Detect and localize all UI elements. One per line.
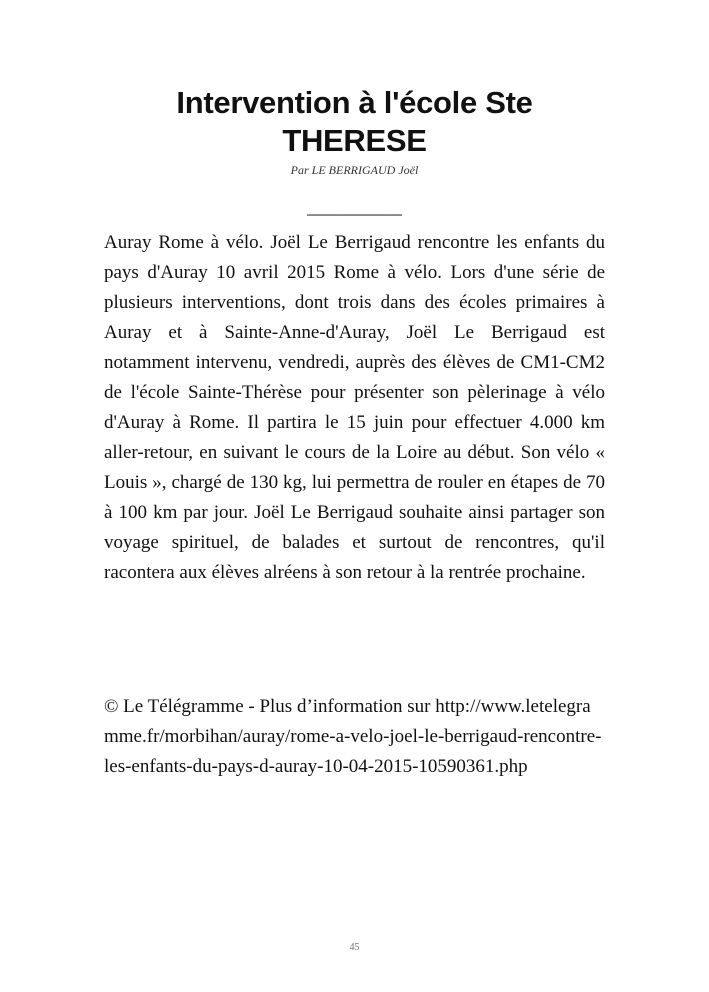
article-title-line-2: THERESE — [282, 123, 427, 158]
article-byline: Par LE BERRIGAUD Joël — [290, 163, 419, 177]
article-credit: © Le Télégramme - Plus d’information sur http://www.letelegramme.fr/morbihan/auray/rome-a-velo-joel-le-berrigaud-rencontre-les-enfants-du-pays-d-auray-10-04-2015-10590361.php — [104, 696, 602, 777]
page-number: 45 — [349, 942, 360, 953]
article-title-line-1: Intervention à l'école Ste — [176, 85, 533, 120]
title-separator: __________ — [307, 197, 402, 218]
article-body: Auray Rome à vélo. Joël Le Berrigaud rencontre les enfants du pays d'Auray 10 avril 2015 Rome à vélo. Lors d'une série de plusieurs interventions, dont trois dans des écoles primaires à Auray et à Sainte-Anne-d'Auray, Joël Le Berrigaud est notamment intervenu, vendredi, auprès des élèves de CM1-CM2 de l'école Sainte-Thérèse pour présenter son pèlerinage à vélo d'Auray à Rome. Il partira le 15 juin pour effectuer 4.000 km aller-retour, en suivant le cours de la Loire au début. Son vélo « Louis », chargé de 130 kg, lui permettra de rouler en étapes de 70 à 100 km par jour. Joël Le Berrigaud souhaite ainsi partager son voyage spirituel, de balades et surtout de rencontres, qu'il racontera aux élèves alréens à son retour à la rentrée prochaine. — [104, 232, 605, 583]
article-title — [104, 84, 605, 160]
